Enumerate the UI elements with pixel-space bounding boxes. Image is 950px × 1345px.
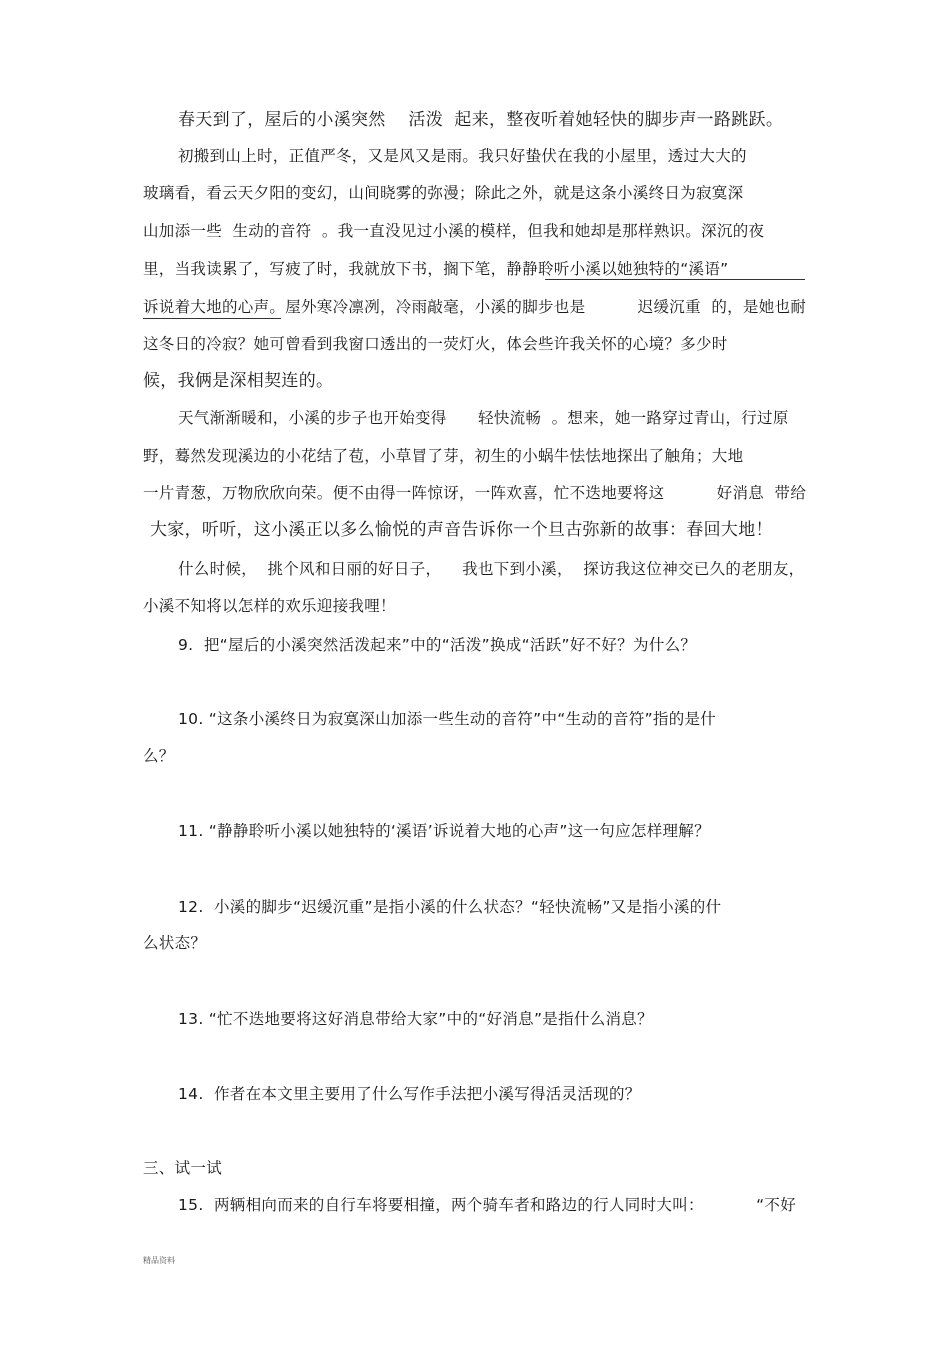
passage-line-3: 玻璃看，看云天夕阳的变幻，山间晓雾的弥漫；除此之外，就是这条小溪终日为寂寞深 — [143, 184, 744, 202]
passage-line-10: 野，蓦然发现溪边的小花结了苞，小草冒了芽，初生的小蜗牛怯怯地探出了触角；大地 — [143, 447, 744, 465]
question-14: 14. 作者在本文里主要用了什么写作手法把小溪写得活灵活现的？ — [178, 1085, 641, 1103]
passage-line-4: 山加添一些 生动的音符 。我一直没见过小溪的模样，但我和她却是那样熟识。深沉的夜 — [143, 222, 765, 240]
question-12-cont: 么状态？ — [143, 934, 207, 952]
passage-line-7: 这冬日的冷寂？她可曾看到我窗口透出的一荧灯火，体会些许我关怀的心境？多少时 — [143, 335, 728, 353]
passage-line-13: 什么时候， 挑个风和日丽的好日子， 我也下到小溪， 探访我这位神交已久的老朋友， — [178, 560, 805, 578]
section-heading: 三、试一试 — [143, 1159, 223, 1177]
passage-line-11: 一片青葱，万物欣欣向荣。便不由得一阵惊讶，一阵欢喜，忙不迭地要将这 好消息 带给 — [143, 484, 807, 502]
question-13: 13. “忙不迭地要将这好消息带给大家”中的“好消息”是指什么消息？ — [178, 1010, 653, 1028]
passage-line-6: 诉说着大地的心声。屋外寒冷凛冽，冷雨敲毫，小溪的脚步也是 迟缓沉重 的，是她也耐 — [143, 298, 807, 316]
passage-line-2: 初搬到山上时，正值严冬，又是风又是雨。我只好蛰伏在我的小屋里，透过大大的 — [178, 147, 747, 165]
page-footer: 精品资料 — [143, 1256, 175, 1265]
passage-line-9: 天气渐渐暖和，小溪的步子也开始变得 轻快流畅 。想来，她一路穿过青山，行过原 — [178, 409, 789, 427]
question-12: 12. 小溪的脚步“迟缓沉重”是指小溪的什么状态？“轻快流畅”又是指小溪的什 — [178, 898, 722, 916]
underline-xiyu — [545, 279, 805, 280]
passage-line-1: 春天到了，屋后的小溪突然 活泼 起来，整夜听着她轻快的脚步声一路跳跃。 — [178, 110, 784, 130]
underline-xinsheng — [143, 318, 281, 319]
question-10-cont: 么？ — [143, 747, 175, 765]
question-9: 9. 把“屋后的小溪突然活泼起来”中的“活泼”换成“活跃”好不好？为什么？ — [178, 636, 697, 654]
passage-line-12: 大家，听听，这小溪正以多么愉悦的声音告诉你一个旦古弥新的故事：春回大地！ — [150, 520, 773, 540]
passage-line-14: 小溪不知将以怎样的欢乐迎接我哩！ — [143, 597, 396, 615]
passage-line-5: 里，当我读累了，写疲了时，我就放下书，搁下笔，静静聆听小溪以她独特的“溪语” — [143, 260, 729, 278]
passage-line-8: 候，我俩是深相契连的。 — [143, 371, 334, 391]
question-10: 10. “这条小溪终日为寂寞深山加添一些生动的音符”中“生动的音符”指的是什 — [178, 710, 717, 728]
question-15: 15. 两辆相向而来的自行车将要相撞，两个骑车者和路边的行人同时大叫： “不好 — [178, 1196, 797, 1214]
question-11: 11. “静静聆听小溪以她独特的‘溪语’诉说着大地的心声”这一句应怎样理解？ — [178, 822, 710, 840]
